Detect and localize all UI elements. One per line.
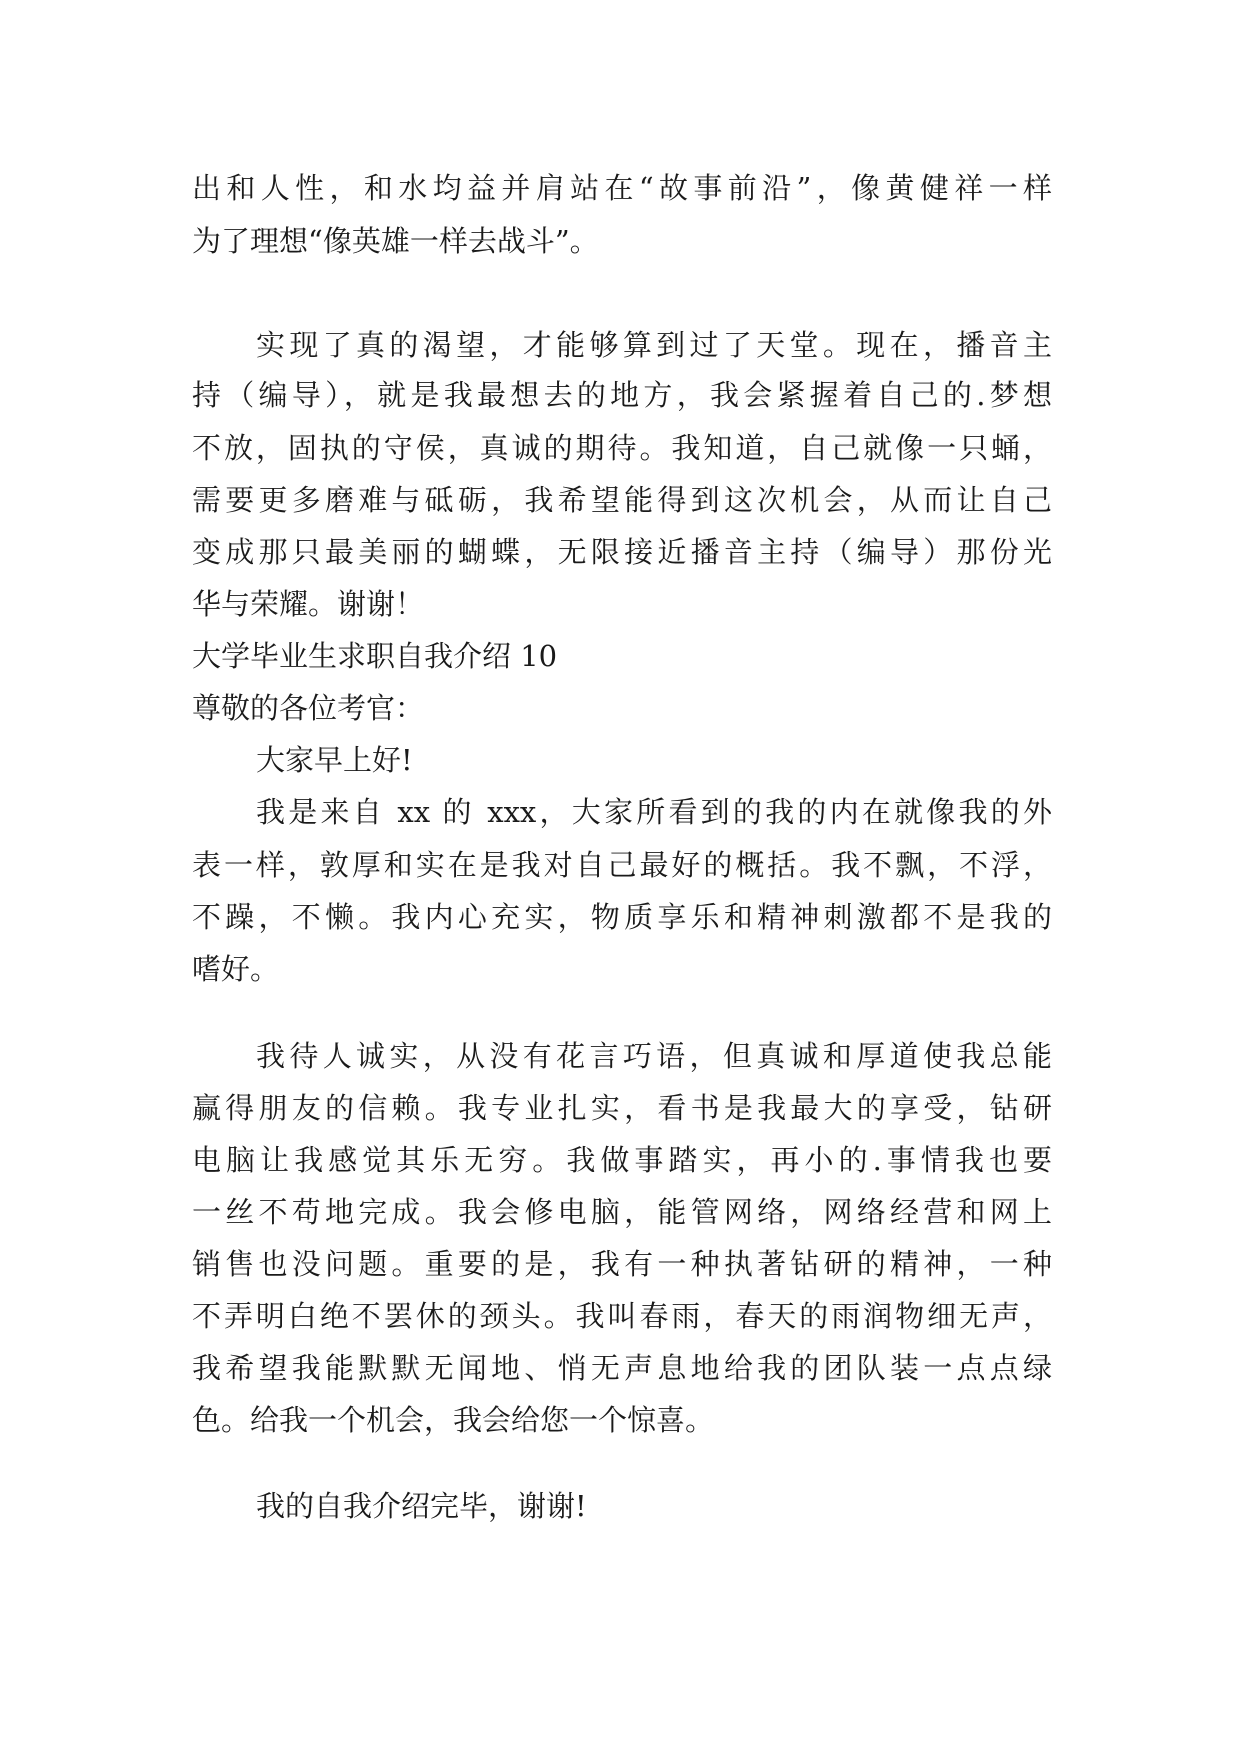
paragraph-line: 为了理想“像英雄一样去战斗”。 — [192, 224, 599, 258]
paragraph-line: 实现了真的渴望，才能够算到过了天堂。现在，播音主 — [256, 328, 1052, 362]
paragraph-line: 我是来自 xx 的 xxx，大家所看到的我的内在就像我的外 — [256, 795, 1052, 829]
paragraph-line: 电脑让我感觉其乐无穷。我做事踏实，再小的.事情我也要 — [192, 1143, 1052, 1177]
paragraph-line: 华与荣耀。谢谢！ — [192, 587, 425, 621]
paragraph-line: 持（编导），就是我最想去的地方，我会紧握着自己的.梦想 — [192, 378, 1052, 412]
paragraph-line: 不弄明白绝不罢休的颈头。我叫春雨，春天的雨润物细无声， — [192, 1299, 1052, 1333]
paragraph-line: 我希望我能默默无闻地、悄无声息地给我的团队装一点点绿 — [192, 1351, 1052, 1385]
paragraph-line: 变成那只最美丽的蝴蝶，无限接近播音主持（编导）那份光 — [192, 535, 1052, 569]
paragraph-line: 销售也没问题。重要的是，我有一种执著钻研的精神，一种 — [192, 1247, 1052, 1281]
paragraph-line: 色。给我一个机会，我会给您一个惊喜。 — [192, 1403, 715, 1437]
salutation: 尊敬的各位考官： — [192, 691, 425, 725]
closing-line: 我的自我介绍完毕，谢谢! — [256, 1489, 587, 1523]
section-title: 大学毕业生求职自我介绍 10 — [192, 639, 558, 673]
paragraph-line: 赢得朋友的信赖。我专业扎实，看书是我最大的享受，钻研 — [192, 1091, 1052, 1125]
paragraph-line: 一丝不苟地完成。我会修电脑，能管网络，网络经营和网上 — [192, 1195, 1052, 1229]
paragraph-line: 表一样，敦厚和实在是我对自己最好的概括。我不飘，不浮， — [192, 848, 1052, 882]
paragraph-line: 不躁，不懒。我内心充实，物质享乐和精神刺激都不是我的 — [192, 900, 1052, 934]
paragraph-line: 出和人性，和水均益并肩站在“故事前沿”，像黄健祥一样 — [192, 171, 1052, 205]
paragraph-line: 不放，固执的守侯，真诚的期待。我知道，自己就像一只蛹， — [192, 431, 1052, 465]
greeting: 大家早上好! — [256, 743, 413, 777]
paragraph-line: 我待人诚实，从没有花言巧语，但真诚和厚道使我总能 — [256, 1039, 1052, 1073]
paragraph-line: 嗜好。 — [192, 952, 280, 986]
paragraph-line: 需要更多磨难与砥砺，我希望能得到这次机会，从而让自己 — [192, 483, 1052, 517]
